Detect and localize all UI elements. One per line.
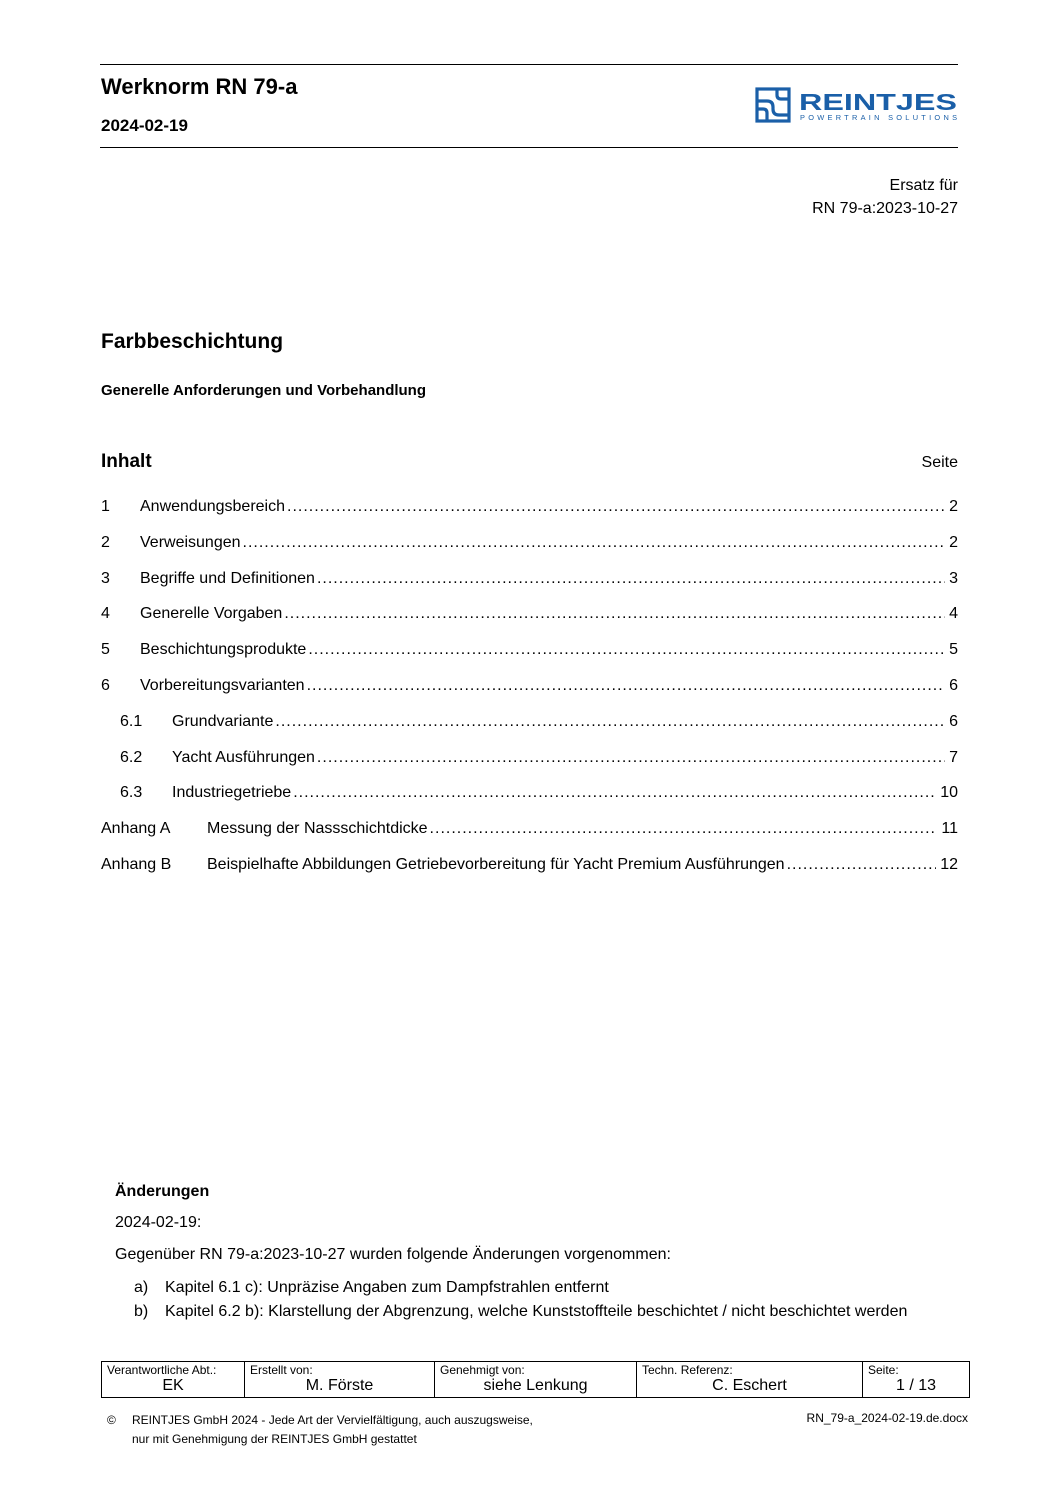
toc-entry-page: 7 xyxy=(949,748,958,766)
toc-entry-number: 2 xyxy=(101,533,110,551)
toc-entry-page: 3 xyxy=(949,569,958,587)
footer-cell-label: Techn. Referenz: xyxy=(642,1363,733,1377)
footer-cell-label: Genehmigt von: xyxy=(440,1363,525,1377)
footer-cell-approver xyxy=(435,1362,637,1398)
toc-entry-number: Anhang B xyxy=(101,855,172,873)
footer-cell-value: EK xyxy=(162,1377,184,1394)
toc-dot-leader xyxy=(787,856,937,874)
footer-cell-label: Verantwortliche Abt.: xyxy=(107,1363,217,1377)
header-bottom-rule xyxy=(100,147,958,148)
change-item-text: Kapitel 6.2 b): Klarstellung der Abgrenzung, welche Kunststoffteile beschichtet / nicht beschichtet werden xyxy=(165,1303,908,1320)
toc-dot-leader xyxy=(307,677,946,695)
toc-entry[interactable] xyxy=(101,605,958,641)
change-item-letter: b) xyxy=(134,1303,149,1320)
toc-entry[interactable] xyxy=(101,677,958,713)
changes-section xyxy=(115,1183,960,1324)
copyright-line-2: nur mit Genehmigung der REINTJES GmbH gestattet xyxy=(132,1432,417,1446)
toc-dot-leader xyxy=(284,605,945,623)
toc-entry-title: Vorbereitungsvarianten xyxy=(140,676,305,694)
toc-subentry[interactable] xyxy=(101,749,958,785)
toc-entry-page: 2 xyxy=(949,498,958,515)
toc-heading: Inhalt xyxy=(101,451,152,472)
toc-dot-leader xyxy=(293,784,936,802)
toc-entry[interactable] xyxy=(101,641,958,677)
toc-entry-number: 3 xyxy=(101,569,110,587)
toc-entry[interactable] xyxy=(101,534,958,570)
footer-cell-value: siehe Lenkung xyxy=(483,1377,588,1394)
header-top-rule xyxy=(100,64,958,65)
toc-entry-page: 2 xyxy=(949,533,958,551)
document-title: Werknorm RN 79-a xyxy=(101,74,298,99)
toc-dot-leader xyxy=(308,641,945,659)
footer-cell-value: C. Eschert xyxy=(712,1377,787,1394)
toc-entry-page: 12 xyxy=(940,855,958,873)
change-item-text: Kapitel 6.1 c): Unpräzise Angaben zum Dampfstrahlen entfernt xyxy=(165,1279,609,1296)
footer-cell-value: M. Förste xyxy=(305,1377,374,1394)
toc-entry-title: Grundvariante xyxy=(172,712,274,730)
toc-entry-page: 5 xyxy=(949,641,958,659)
toc-entry-number: 1 xyxy=(101,498,110,515)
toc-entry-title: Industriegetriebe xyxy=(172,784,292,802)
toc-dot-leader xyxy=(275,713,945,731)
footer-cell-page xyxy=(863,1362,970,1398)
toc-entry-page: 6 xyxy=(949,712,958,730)
toc-annex-entry[interactable] xyxy=(101,820,958,856)
footer-cell-value: 1 / 13 xyxy=(895,1377,937,1394)
toc-entry-page: 11 xyxy=(941,820,958,838)
reintjes-logo xyxy=(755,87,960,123)
changes-heading: Änderungen xyxy=(115,1183,210,1200)
toc-entry[interactable] xyxy=(101,570,958,606)
document-filename: RN_79-a_2024-02-19.de.docx xyxy=(806,1411,968,1425)
toc-annex-entry[interactable] xyxy=(101,856,958,892)
change-list-item xyxy=(115,1300,960,1324)
toc-entry-title: Anwendungsbereich xyxy=(140,498,285,515)
toc-entry-page: 10 xyxy=(940,784,958,802)
changes-intro: Gegenüber RN 79-a:2023-10-27 wurden folgende Änderungen vorgenommen: xyxy=(115,1246,671,1263)
toc-subentry[interactable] xyxy=(101,713,958,749)
toc-entry-title: Messung der Nassschichtdicke xyxy=(207,820,428,838)
changes-date: 2024-02-19: xyxy=(115,1214,202,1231)
toc-entry-number: 6.1 xyxy=(120,712,143,730)
logo-tagline: POWERTRAIN SOLUTIONS xyxy=(800,113,957,122)
replaces-note xyxy=(812,174,958,220)
toc-page-column-label: Seite xyxy=(921,454,958,471)
toc-entry-title: Generelle Vorgaben xyxy=(140,605,283,623)
footer-cell-tech-reference xyxy=(637,1362,863,1398)
toc-dot-leader xyxy=(287,498,945,516)
toc-entry-title: Verweisungen xyxy=(140,533,241,551)
toc-entry-number: Anhang A xyxy=(101,820,171,838)
toc-entry-number: 6 xyxy=(101,676,110,694)
copyright-line-1: REINTJES GmbH 2024 - Jede Art der Vervielfältigung, auch auszugsweise, xyxy=(132,1413,533,1427)
toc-subentry[interactable] xyxy=(101,784,958,820)
toc-entry-number: 5 xyxy=(101,641,110,659)
replaces-label: Ersatz für xyxy=(889,177,958,194)
toc-entry-title: Begriffe und Definitionen xyxy=(140,569,315,587)
toc-entry-page: 6 xyxy=(949,676,958,694)
footer-cell-author xyxy=(245,1362,435,1398)
document-date: 2024-02-19 xyxy=(101,116,188,135)
toc-entry-title: Yacht Ausführungen xyxy=(172,748,315,766)
toc-entry-number: 6.3 xyxy=(120,784,143,802)
footer-cell-label: Erstellt von: xyxy=(250,1363,313,1377)
toc-dot-leader xyxy=(243,534,946,552)
toc-entry-page: 4 xyxy=(949,605,958,623)
toc-dot-leader xyxy=(317,749,945,767)
copyright-symbol: © xyxy=(107,1413,116,1427)
toc-entry-number: 4 xyxy=(101,605,110,623)
toc-entry-title: Beschichtungsprodukte xyxy=(140,641,307,659)
toc-entry-number: 6.2 xyxy=(120,748,143,766)
footer-cell-department xyxy=(102,1362,245,1398)
toc-entry-title: Beispielhafte Abbildungen Getriebevorbereitung für Yacht Premium Ausführungen xyxy=(207,855,785,873)
toc-dot-leader xyxy=(317,570,945,588)
logo-wordmark: REINTJES xyxy=(799,89,957,115)
page-subtitle: Generelle Anforderungen und Vorbehandlung xyxy=(101,382,427,399)
toc-entry[interactable] xyxy=(101,498,958,534)
change-item-letter: a) xyxy=(134,1279,149,1296)
footer-cell-label: Seite: xyxy=(868,1363,899,1377)
toc-dot-leader xyxy=(430,820,938,838)
change-list-item xyxy=(115,1276,960,1300)
copyright-notice xyxy=(107,1411,533,1449)
replaces-reference: RN 79-a:2023-10-27 xyxy=(812,200,958,217)
table-of-contents xyxy=(101,498,958,892)
page-title: Farbbeschichtung xyxy=(101,330,284,353)
footer-approval-table xyxy=(101,1361,970,1398)
